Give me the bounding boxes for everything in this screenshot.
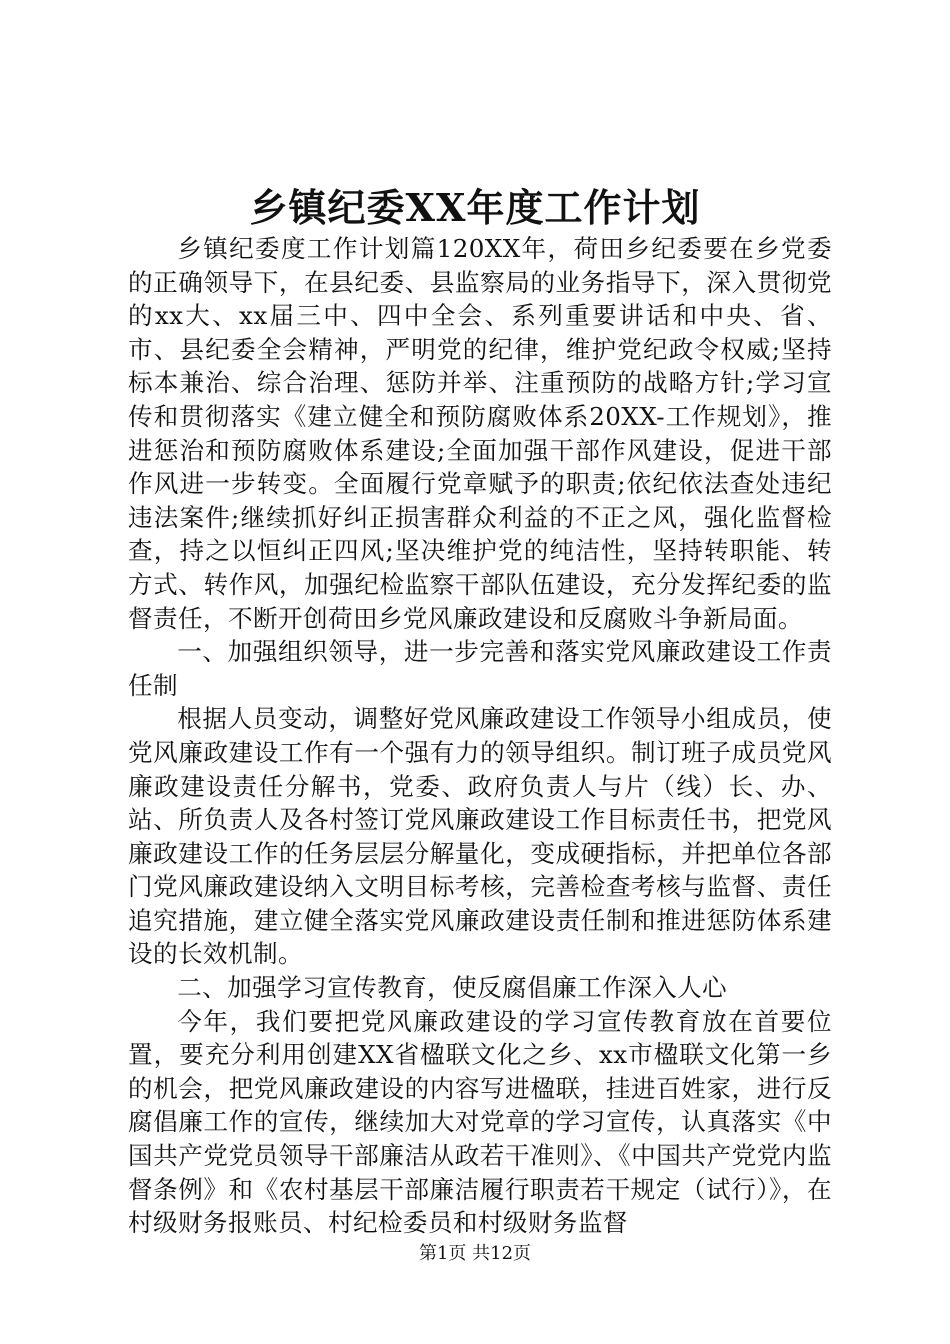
page-title: 乡镇纪委XX年度工作计划 [249, 185, 701, 230]
section-heading-2: 二、加强学习宣传教育，使反腐倡廉工作深入人心 [177, 973, 728, 1003]
section-heading-1: 一、加强组织领导，进一步完善和落实党风廉政建设工作责任制 [128, 637, 832, 700]
paragraph-intro: 乡镇纪委度工作计划篇120XX年，荷田乡纪委要在乡党委的正确领导下，在县纪委、县监察局的业务指导下，深入贯彻党的xx大、xx届三中、四中全会、系列重要讲话和中央、省、市、县纪委全会精神，严明党的纪律，维护党纪政令权威;坚持标本兼治、综合治理、惩防并举、注重预防的战略方针;学习宣传和贯彻落实《建立健全和预防腐败体系20XX-工作规划》，推进惩治和预防腐败体系建设;全面加强干部作风建设，促进干部作风进一步转变。全面履行党章赋予的职责;依纪依法查处违纪违法案件;继续抓好纠正损害群众利益的不正之风，强化监督检查，持之以恒纠正四风;坚决维护党的纯洁性，坚持转职能、转方式、转作风，加强纪检监察干部队伍建设，充分发挥纪委的监督责任，不断开创荷田乡党风廉政建设和反腐败斗争新局面。 [128, 234, 832, 633]
page-indicator: 第1页 共12页 [418, 1243, 532, 1264]
document-body [128, 232, 832, 1240]
paragraph-section-2: 今年，我们要把党风廉政建设的学习宣传教育放在首要位置，要充分利用创建XX省楹联文化之乡、xx市楹联文化第一乡的机会，把党风廉政建设的内容写进楹联，挂进百姓家，进行反腐倡廉工作的宣传，继续加大对党章的学习宣传，认真落实《中国共产党党员领导干部廉洁从政若干准则》、《中国共产党党内监督条例》和《农村基层干部廉洁履行职责若干规定（试行）》，在村级财务报账员、村纪检委员和村级财务监督 [128, 1006, 832, 1238]
page-footer [0, 1242, 950, 1266]
paragraph-section-1: 根据人员变动，调整好党风廉政建设工作领导小组成员，使党风廉政建设工作有一个强有力的领导组织。制订班子成员党风廉政建设责任分解书，党委、政府负责人与片（线）长、办、站、所负责人及各村签订党风廉政建设工作目标责任书，把党风廉政建设工作的任务层层分解量化，变成硬指标，并把单位各部门党风廉政建设纳入文明目标考核，完善检查考核与监督、责任追究措施，建立健全落实党风廉政建设责任制和推进惩防体系建设的长效机制。 [128, 704, 832, 969]
